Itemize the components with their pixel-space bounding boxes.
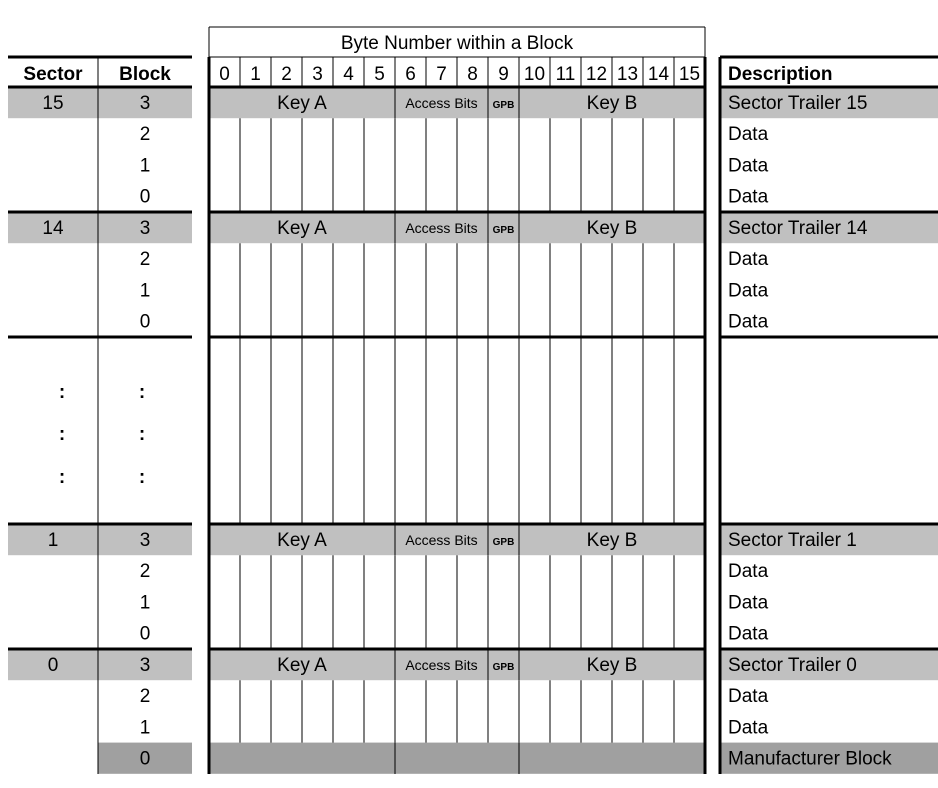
byte-index-0: 0 [219,64,230,85]
block-number: 1 [139,280,151,302]
manufacturer-row-bytes-fill [209,743,705,774]
block-column-header: Block [119,64,171,85]
description-column-header: Description [728,64,833,85]
block-number: 2 [139,686,151,708]
block-description: Manufacturer Block [728,748,892,770]
access-bits-field: Access Bits [405,532,478,548]
block-description: Data [728,249,769,271]
block-number: 1 [139,592,151,614]
byte-index-8: 8 [467,64,478,85]
byte-index-6: 6 [405,64,416,85]
block-number: 3 [139,530,151,551]
trailer-row-left-fill [8,87,192,118]
byte-index-14: 14 [647,64,670,85]
trailer-row-left-fill [8,524,192,555]
block-description: Sector Trailer 15 [728,93,868,114]
byte-index-3: 3 [312,64,323,85]
byte-index-15: 15 [678,64,701,85]
block-description: Sector Trailer 1 [728,530,857,551]
byte-index-12: 12 [585,64,608,85]
block-number: 2 [139,249,151,271]
block-description: Data [728,186,769,208]
block-number: 3 [139,655,151,676]
gpb-field: GPB [492,100,515,111]
ellipsis-block: : [138,467,146,488]
access-bits-field: Access Bits [405,220,478,236]
key-b-field: Key B [586,93,638,114]
byte-index-2: 2 [281,64,292,85]
block-description: Data [728,311,769,333]
block-number: 2 [139,561,151,583]
trailer-row-left-fill [8,212,192,243]
trailer-row-left-fill [8,649,192,680]
block-number: 0 [139,748,151,770]
access-bits-field: Access Bits [405,95,478,111]
sector-number: 14 [42,218,64,239]
byte-index-11: 11 [555,64,576,85]
block-description: Data [728,561,769,583]
key-b-field: Key B [586,218,638,239]
block-number: 0 [139,311,151,333]
ellipsis-block: : [138,424,146,445]
block-number: 2 [139,124,151,146]
block-number: 1 [139,155,151,177]
block-number: 3 [139,93,151,114]
block-description: Data [728,623,769,645]
block-number: 3 [139,218,151,239]
block-description: Data [728,592,769,614]
key-a-field: Key A [277,218,327,239]
byte-number-title: Byte Number within a Block [340,33,574,54]
block-number: 0 [139,623,151,645]
block-description: Sector Trailer 14 [728,218,868,239]
block-number: 0 [139,186,151,208]
key-b-field: Key B [586,530,638,551]
block-number: 1 [139,717,151,739]
block-description: Data [728,686,769,708]
access-bits-field: Access Bits [405,657,478,673]
byte-index-9: 9 [498,64,509,85]
key-a-field: Key A [277,93,327,114]
key-a-field: Key A [277,655,327,676]
block-description: Data [728,717,769,739]
block-description: Data [728,155,769,177]
block-description: Data [728,280,769,302]
sector-number: 1 [47,530,59,551]
ellipsis-block: : [138,382,146,403]
byte-index-10: 10 [523,64,546,85]
key-b-field: Key B [586,655,638,676]
gpb-field: GPB [492,537,515,548]
ellipsis-sector: : [58,424,66,445]
ellipsis-sector: : [58,467,66,488]
sector-column-header: Sector [23,64,83,85]
byte-index-13: 13 [616,64,639,85]
block-description: Sector Trailer 0 [728,655,857,676]
key-a-field: Key A [277,530,327,551]
byte-index-1: 1 [250,64,261,85]
byte-index-7: 7 [436,64,447,85]
block-description: Data [728,124,769,146]
gpb-field: GPB [492,662,515,673]
gpb-field: GPB [492,225,515,236]
byte-index-5: 5 [374,64,385,85]
byte-index-4: 4 [343,64,354,85]
sector-number: 0 [47,655,59,676]
ellipsis-sector: : [58,382,66,403]
sector-number: 15 [42,93,64,114]
